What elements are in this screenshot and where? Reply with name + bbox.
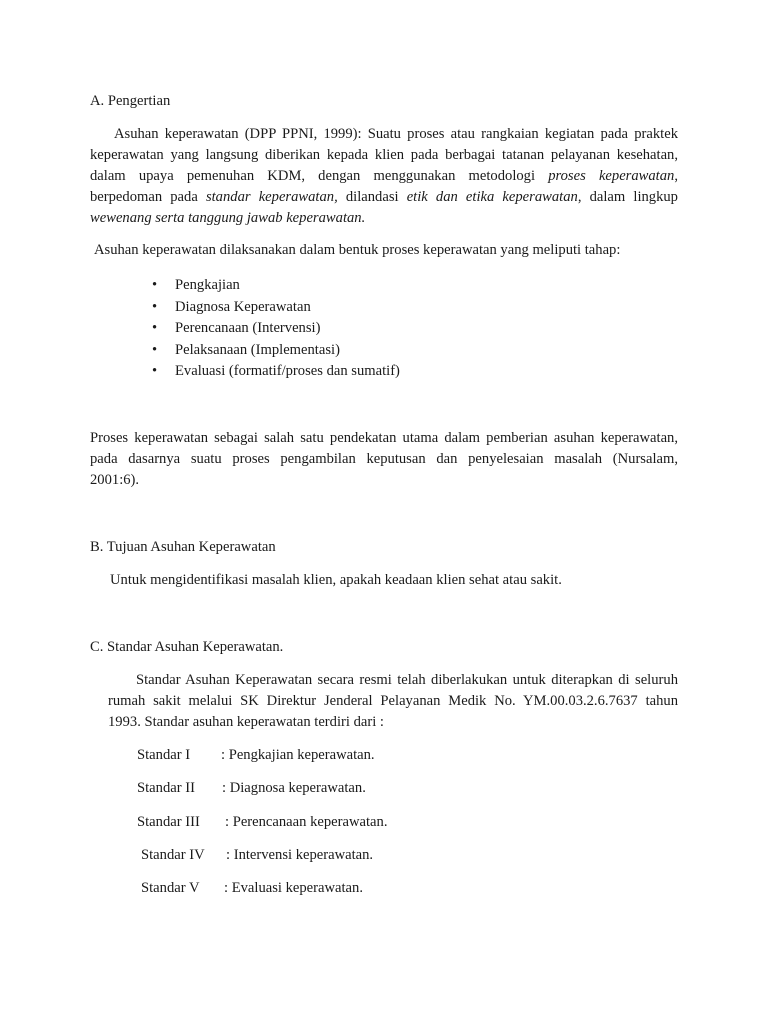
section-b-heading: B. Tujuan Asuhan Keperawatan xyxy=(90,539,276,555)
process-line-2: pada dasarnya suatu proses pengambilan keputusan dan penyelesaian masalah (Nursalam, xyxy=(90,451,678,467)
process-line-3: 2001:6). xyxy=(90,472,140,488)
list-item: • Evaluasi (formatif/proses dan sumatif) xyxy=(152,361,400,383)
standard-desc: : Diagnosa keperawatan. xyxy=(222,780,366,796)
standards-intro-line-2: rumah sakit melalui SK Direktur Jenderal Pelayanan Medik No. YM.00.03.2.6.7637 tahun xyxy=(108,693,678,709)
section-b-text: Untuk mengidentifikasi masalah klien, apakah keadaan klien sehat atau sakit. xyxy=(110,572,562,588)
definition-line-3: dalam upaya pemenuhan KDM, dengan menggunakan metodologi proses keperawatan, xyxy=(90,168,678,184)
list-item: • Pelaksanaan (Implementasi) xyxy=(152,340,400,362)
standards-intro-line-1: Standar Asuhan Keperawatan secara resmi telah diberlakukan untuk diterapkan di seluruh xyxy=(136,672,678,688)
standard-name: Standar IV xyxy=(141,847,205,863)
standard-desc: : Evaluasi keperawatan. xyxy=(224,880,363,896)
standard-desc: : Intervensi keperawatan. xyxy=(226,847,374,863)
term-standar-keperawatan: standar keperawatan, xyxy=(205,189,338,205)
process-line-1: Proses keperawatan sebagai salah satu pendekatan utama dalam pemberian asuhan keperawatan, xyxy=(90,430,678,446)
standard-desc: : Pengkajian keperawatan. xyxy=(221,747,375,763)
bullet-icon: • xyxy=(152,277,158,293)
bullet-icon: • xyxy=(152,320,158,337)
definition-line-1: Asuhan keperawatan (DPP PPNI, 1999): Suatu proses atau rangkaian kegiatan pada praktek xyxy=(114,126,678,142)
term-etik-etika: etik dan etika keperawatan xyxy=(406,189,578,205)
standards-intro-line-3: 1993. Standar asuhan keperawatan terdiri dari : xyxy=(108,714,384,730)
process-paragraph xyxy=(90,428,678,491)
term-proses-keperawatan: proses keperawatan xyxy=(548,168,675,184)
stages-intro: Asuhan keperawatan dilaksanakan dalam bentuk proses keperawatan yang meliputi tahap: xyxy=(94,242,621,258)
definition-line-2: keperawatan yang langsung diberikan kepada klien pada berbagai tatanan pelayanan kesehatan, xyxy=(90,147,678,163)
bullet-icon: • xyxy=(152,363,158,380)
section-c-heading: C. Standar Asuhan Keperawatan. xyxy=(90,639,284,655)
definition-line-4: berpedoman pada standar keperawatan, dilandasi etik dan etika keperawatan, dalam lingkup xyxy=(90,189,678,205)
definition-paragraph xyxy=(90,124,678,229)
standard-name: Standar III xyxy=(137,814,200,830)
stages-list xyxy=(152,275,400,383)
standard-desc: : Perencanaan keperawatan. xyxy=(225,814,388,830)
list-item: • Pengkajian xyxy=(152,275,400,297)
list-item: • Perencanaan (Intervensi) xyxy=(152,318,400,340)
bullet-icon: • xyxy=(152,341,158,358)
list-item: • Diagnosa Keperawatan xyxy=(152,297,400,319)
standard-name: Standar I xyxy=(137,747,191,763)
standard-name: Standar V xyxy=(141,880,200,896)
definition-line-5 xyxy=(90,208,678,229)
term-wewenang: wewenang serta tanggung jawab keperawatan. xyxy=(90,210,366,226)
section-a-heading: A. Pengertian xyxy=(90,93,171,109)
standard-name: Standar II xyxy=(137,780,195,796)
standards-intro-paragraph xyxy=(108,670,678,733)
bullet-icon: • xyxy=(152,298,158,315)
